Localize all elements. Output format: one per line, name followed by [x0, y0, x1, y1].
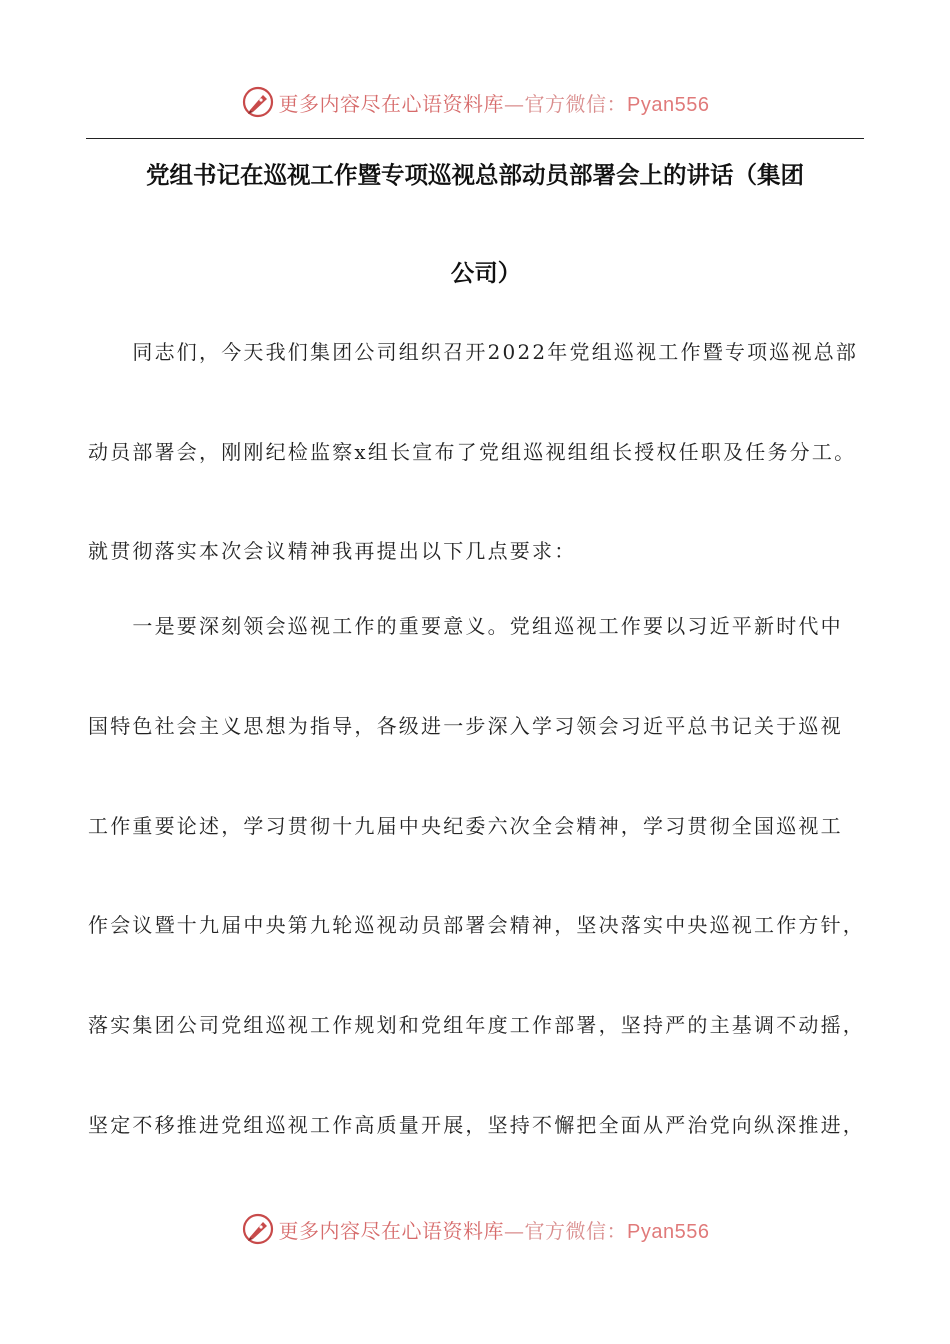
banner-separator: — [504, 1218, 525, 1243]
banner-wechat-label: 官方微信： [524, 91, 628, 116]
body-line-3: 就贯彻落实本次会议精神我再提出以下几点要求： [88, 539, 577, 563]
banner-brand: 更多内容尽在心语资料库 [278, 91, 505, 116]
banner-separator: — [504, 91, 525, 116]
banner-wechat-id: Pyan556 [627, 1220, 710, 1243]
body-line-8: 落实集团公司党组巡视工作规划和党组年度工作部署，坚持严的主基调不动摇， [88, 1013, 865, 1037]
banner-text [279, 88, 710, 117]
body-line-7: 作会议暨十九届中央第九轮巡视动员部署会精神，坚决落实中央巡视工作方针， [88, 913, 865, 937]
body-line-2: 动员部署会，刚刚纪检监察x组长宣布了党组巡视组组长授权任职及任务分工。 [88, 440, 857, 464]
header-banner [0, 80, 950, 124]
body-line-6: 工作重要论述，学习贯彻十九届中央纪委六次全会精神，学习贯彻全国巡视工 [88, 814, 843, 838]
banner-wechat-id: Pyan556 [627, 93, 710, 116]
banner-brand: 更多内容尽在心语资料库 [278, 1218, 505, 1243]
body-line-9: 坚定不移推进党组巡视工作高质量开展，坚持不懈把全面从严治党向纵深推进， [88, 1113, 865, 1137]
document-title-line-1: 党组书记在巡视工作暨专项巡视总部动员部署会上的讲话（集团 [146, 161, 804, 189]
body-line-5: 国特色社会主义思想为指导，各级进一步深入学习领会习近平总书记关于巡视 [88, 714, 843, 738]
body-line-1: 同志们，今天我们集团公司组织召开2022年党组巡视工作暨专项巡视总部 [88, 340, 859, 364]
footer-banner [0, 1207, 950, 1251]
body-line-4: 一是要深刻领会巡视工作的重要意义。党组巡视工作要以习近平新时代中 [88, 614, 843, 638]
header-divider [86, 138, 864, 139]
document-title-line-2: 公司） [450, 259, 522, 287]
banner-text [279, 1215, 710, 1244]
banner-wechat-label: 官方微信： [524, 1218, 628, 1243]
pen-nib-logo-icon [241, 1212, 275, 1246]
pen-nib-logo-icon [241, 85, 275, 119]
